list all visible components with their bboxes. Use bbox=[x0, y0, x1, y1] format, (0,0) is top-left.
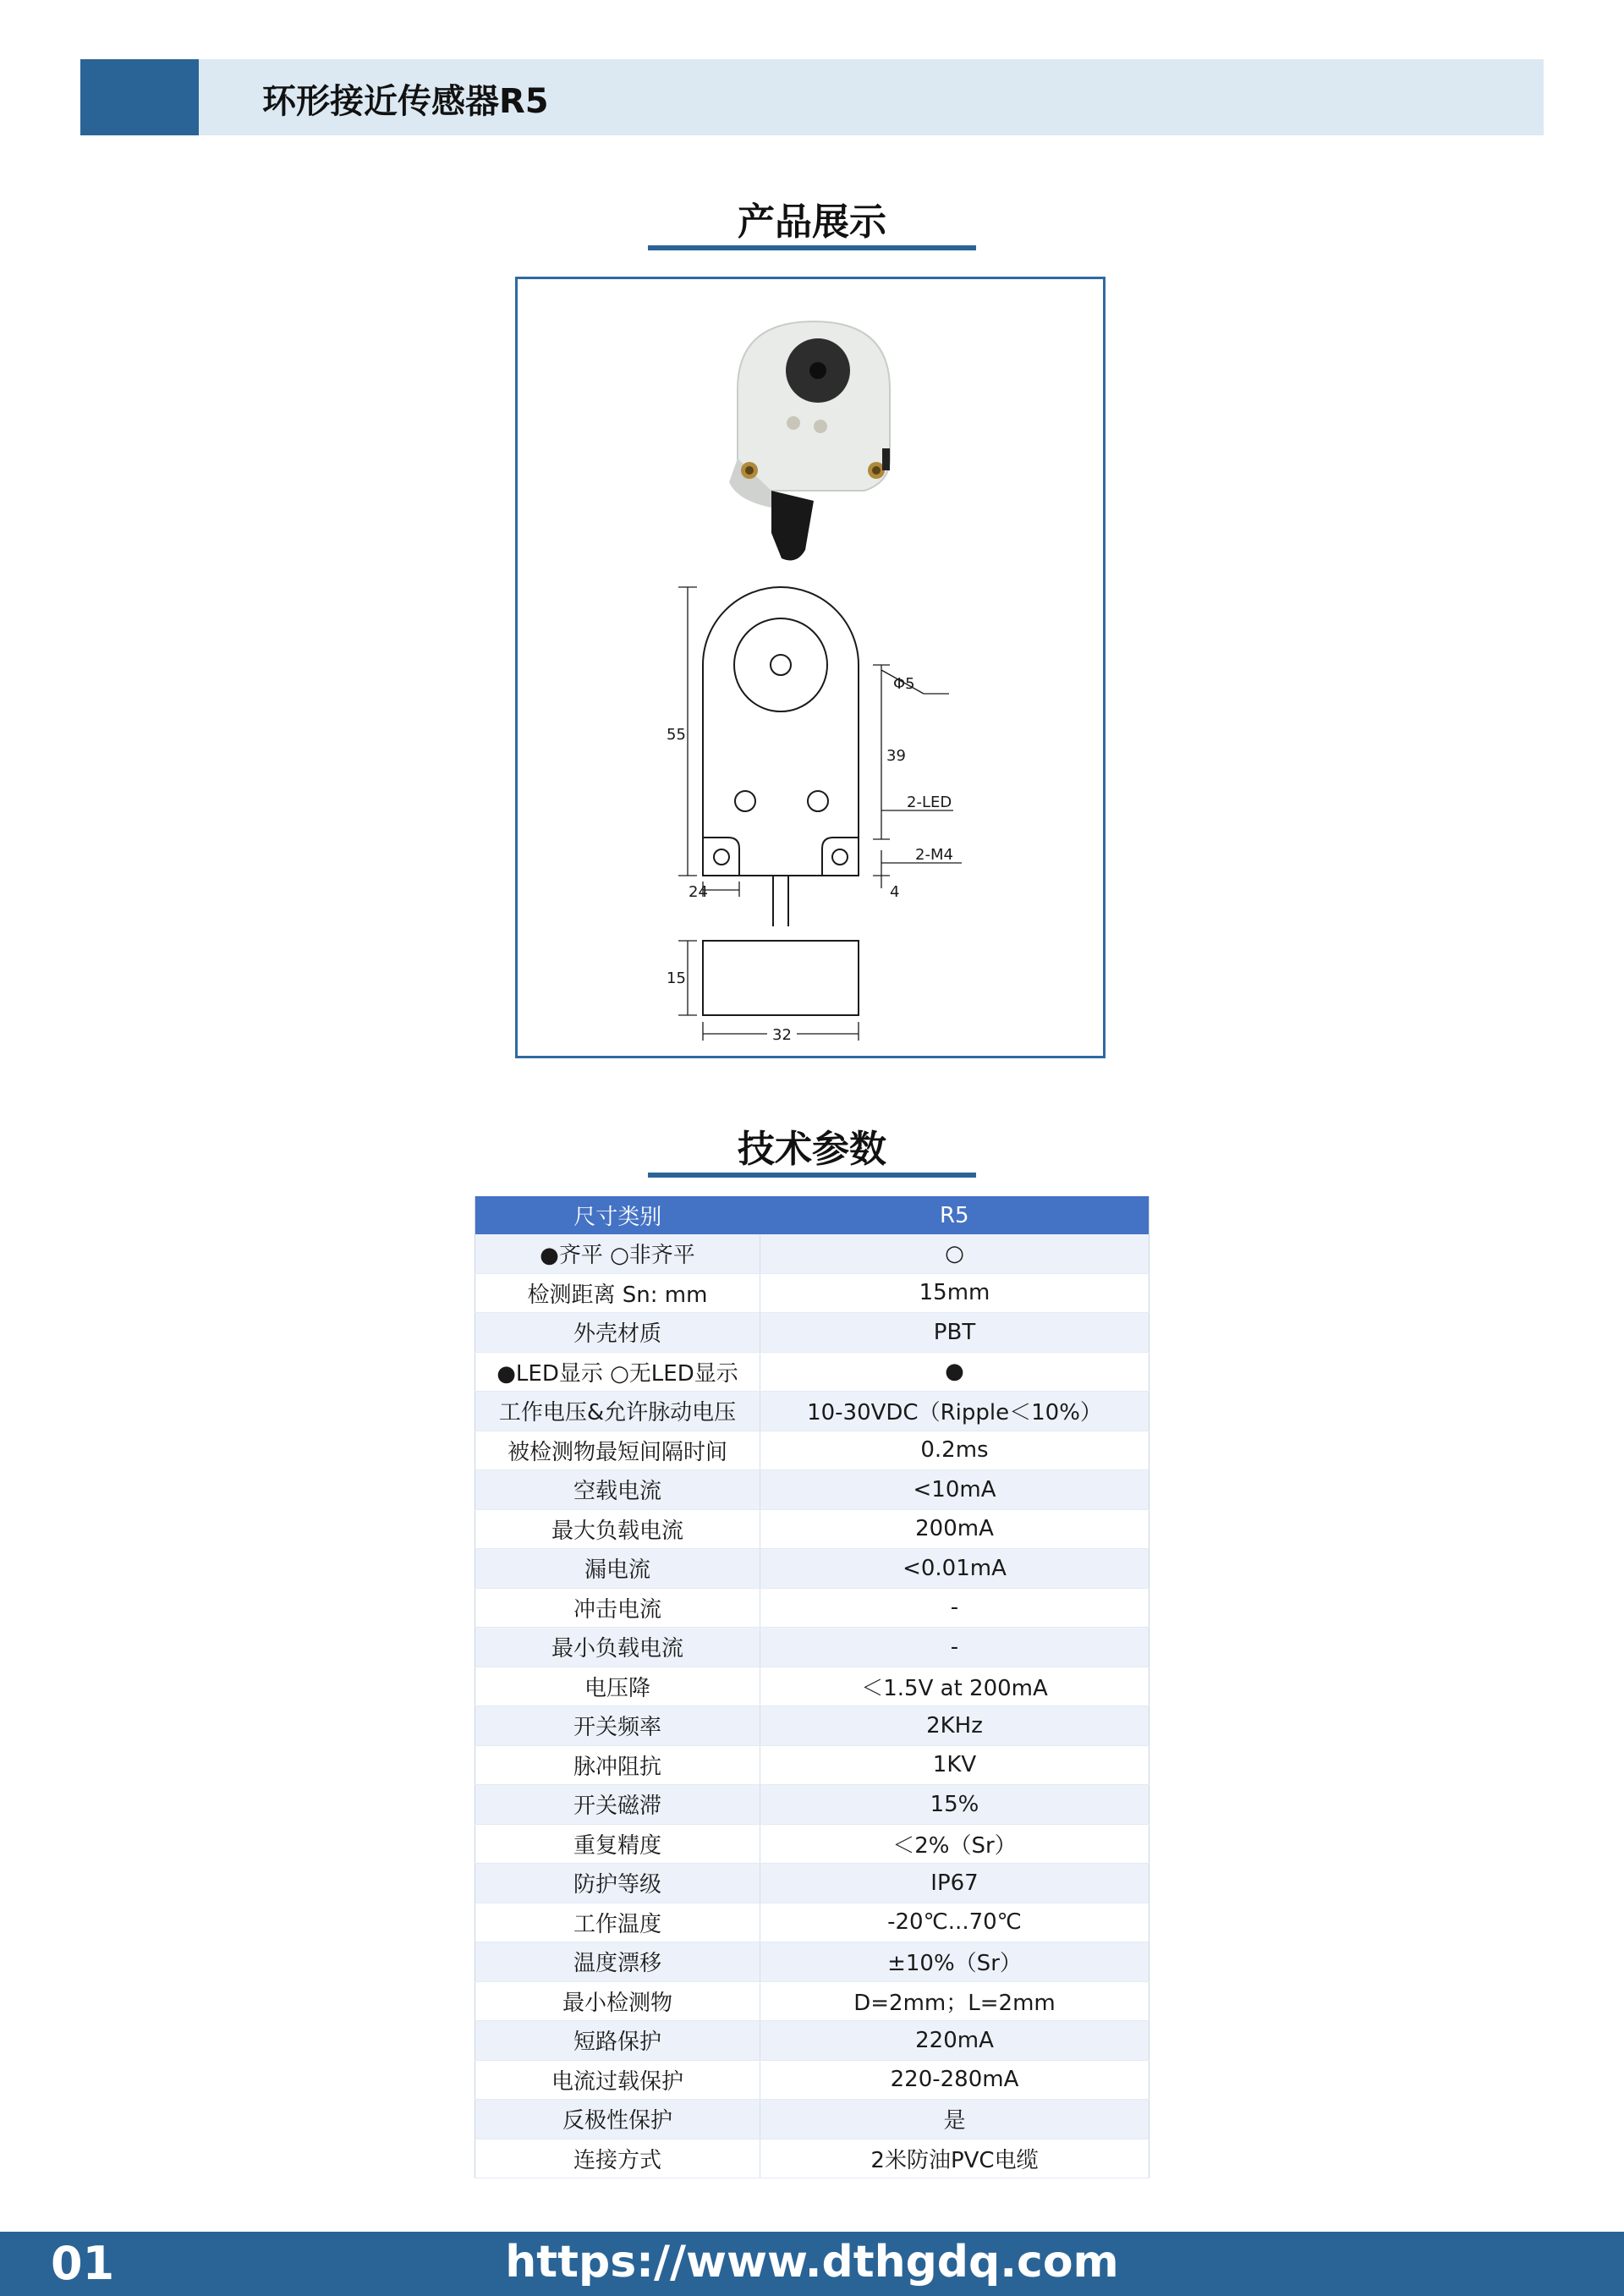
footer-bar bbox=[0, 2232, 1624, 2296]
spec-value: 是 bbox=[760, 2100, 1149, 2139]
spec-header-value: R5 bbox=[760, 1196, 1149, 1234]
product-image-frame bbox=[515, 277, 1106, 1058]
spec-value: 220-280mA bbox=[760, 2060, 1149, 2100]
spec-value: PBT bbox=[760, 1313, 1149, 1353]
table-row bbox=[475, 1352, 1149, 1392]
spec-value: 15mm bbox=[760, 1273, 1149, 1313]
page-number: 01 bbox=[51, 2237, 115, 2290]
spec-label: 冲击电流 bbox=[475, 1588, 760, 1628]
dim-label-39: 39 bbox=[886, 747, 906, 765]
spec-value: -20℃...70℃ bbox=[760, 1903, 1149, 1942]
spec-value: - bbox=[760, 1588, 1149, 1628]
spec-label: 电压降 bbox=[475, 1667, 760, 1706]
table-row bbox=[475, 1785, 1149, 1825]
spec-label: 防护等级 bbox=[475, 1864, 760, 1903]
spec-value: ＜2%（Sr） bbox=[760, 1824, 1149, 1864]
spec-label: 电流过载保护 bbox=[475, 2060, 760, 2100]
dimension-drawing bbox=[678, 587, 962, 1041]
dim-label-32: 32 bbox=[772, 1026, 792, 1044]
spec-label: 连接方式 bbox=[475, 2139, 760, 2178]
spec-label: 开关磁滞 bbox=[475, 1785, 760, 1825]
spec-value: 2米防油PVC电缆 bbox=[760, 2139, 1149, 2178]
spec-value: 0.2ms bbox=[760, 1431, 1149, 1470]
spec-label: 温度漂移 bbox=[475, 1942, 760, 1982]
spec-label: 工作电压&允许脉动电压 bbox=[475, 1392, 760, 1431]
table-row bbox=[475, 1745, 1149, 1785]
table-row bbox=[475, 1234, 1149, 1273]
dim-label-phi5: Φ5 bbox=[893, 675, 915, 693]
spec-label: 开关频率 bbox=[475, 1706, 760, 1746]
spec-value: ● bbox=[760, 1352, 1149, 1392]
spec-value: <0.01mA bbox=[760, 1549, 1149, 1589]
table-row bbox=[475, 1392, 1149, 1431]
spec-label: ●LED显示 ○无LED显示 bbox=[475, 1352, 760, 1392]
header-accent-block bbox=[80, 59, 199, 135]
table-row bbox=[475, 1667, 1149, 1706]
spec-label: 漏电流 bbox=[475, 1549, 760, 1589]
dim-label-55: 55 bbox=[667, 726, 686, 744]
dim-label-2-led: 2-LED bbox=[907, 794, 952, 811]
spec-value: ±10%（Sr） bbox=[760, 1942, 1149, 1982]
spec-table-header bbox=[475, 1196, 1149, 1234]
section-title-specs: 技术参数 bbox=[738, 1128, 886, 1171]
spec-label: 重复精度 bbox=[475, 1824, 760, 1864]
dim-label-15: 15 bbox=[667, 969, 686, 987]
section-underline-product bbox=[648, 245, 976, 250]
spec-value: ○ bbox=[760, 1234, 1149, 1273]
footer-url[interactable]: https://www.dthgdq.com bbox=[505, 2237, 1119, 2288]
table-row bbox=[475, 2139, 1149, 2178]
section-title-product: 产品展示 bbox=[738, 200, 886, 244]
spec-value: 10-30VDC（Ripple＜10%） bbox=[760, 1392, 1149, 1431]
table-row bbox=[475, 1549, 1149, 1589]
spec-label: 脉冲阻抗 bbox=[475, 1745, 760, 1785]
table-row bbox=[475, 1824, 1149, 1864]
table-row bbox=[475, 1981, 1149, 2021]
table-row bbox=[475, 1706, 1149, 1746]
table-row bbox=[475, 2060, 1149, 2100]
table-row bbox=[475, 1942, 1149, 1982]
spec-label: 短路保护 bbox=[475, 2021, 760, 2061]
spec-value: 1KV bbox=[760, 1745, 1149, 1785]
table-row bbox=[475, 1903, 1149, 1942]
table-row bbox=[475, 1313, 1149, 1353]
spec-label: 工作温度 bbox=[475, 1903, 760, 1942]
spec-label: 检测距离 Sn: mm bbox=[475, 1273, 760, 1313]
spec-label: 反极性保护 bbox=[475, 2100, 760, 2139]
spec-value: 220mA bbox=[760, 2021, 1149, 2061]
spec-label: 空载电流 bbox=[475, 1470, 760, 1510]
spec-table bbox=[475, 1196, 1149, 2178]
spec-label: 最小负载电流 bbox=[475, 1628, 760, 1667]
spec-label: 外壳材质 bbox=[475, 1313, 760, 1353]
page-title: 环形接近传感器R5 bbox=[262, 82, 549, 121]
spec-value: <10mA bbox=[760, 1470, 1149, 1510]
spec-label: 最大负载电流 bbox=[475, 1509, 760, 1549]
table-row bbox=[475, 1470, 1149, 1510]
spec-value: 200mA bbox=[760, 1509, 1149, 1549]
table-row bbox=[475, 1864, 1149, 1903]
dim-label-2-m4: 2-M4 bbox=[915, 846, 953, 864]
product-illustration bbox=[518, 279, 1103, 1056]
table-row bbox=[475, 2100, 1149, 2139]
spec-value: D=2mm；L=2mm bbox=[760, 1981, 1149, 2021]
spec-value: - bbox=[760, 1628, 1149, 1667]
spec-value: 2KHz bbox=[760, 1706, 1149, 1746]
table-row bbox=[475, 1588, 1149, 1628]
spec-value: 15% bbox=[760, 1785, 1149, 1825]
spec-header-label: 尺寸类别 bbox=[475, 1196, 760, 1234]
section-underline-specs bbox=[648, 1173, 976, 1178]
dim-label-24: 24 bbox=[689, 883, 708, 901]
spec-label: 最小检测物 bbox=[475, 1981, 760, 2021]
table-row bbox=[475, 2021, 1149, 2061]
sensor-photo bbox=[729, 321, 890, 560]
spec-value: IP67 bbox=[760, 1864, 1149, 1903]
spec-value: ＜1.5V at 200mA bbox=[760, 1667, 1149, 1706]
spec-label: 被检测物最短间隔时间 bbox=[475, 1431, 760, 1470]
table-row bbox=[475, 1628, 1149, 1667]
table-row bbox=[475, 1273, 1149, 1313]
spec-label: ●齐平 ○非齐平 bbox=[475, 1234, 760, 1273]
table-row bbox=[475, 1509, 1149, 1549]
table-row bbox=[475, 1431, 1149, 1470]
dim-label-4: 4 bbox=[890, 883, 900, 901]
